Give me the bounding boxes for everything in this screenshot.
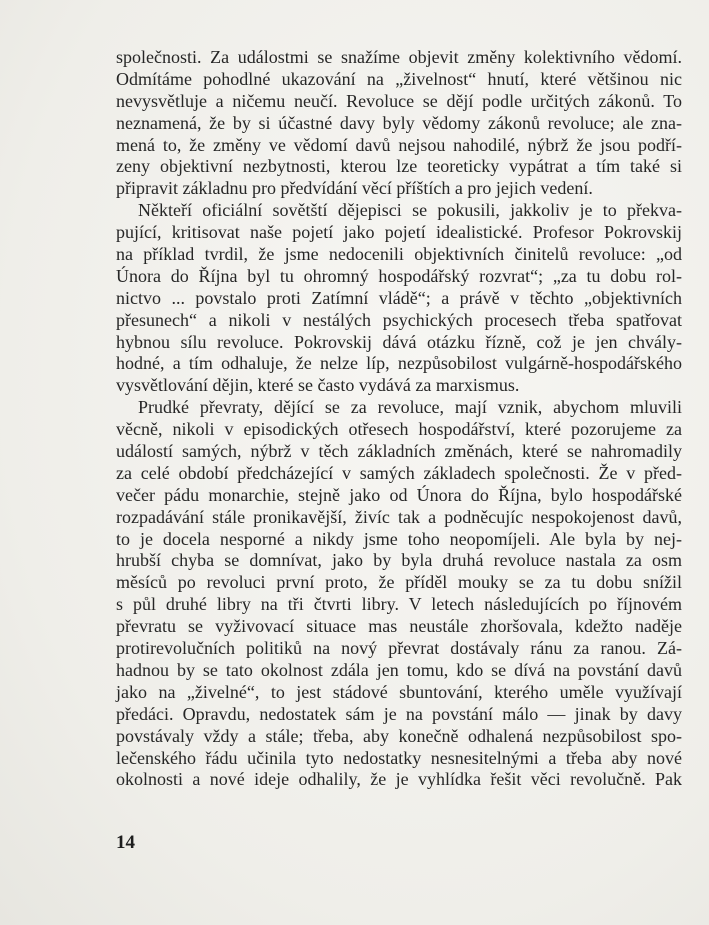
text-line: hrubší chyba se domnívat, jako by byla druhá revoluce nastala za osm: [116, 550, 682, 571]
text-line: věcně, nikoli v episodických otřesech hospodářství, které pozorujeme za: [116, 419, 682, 440]
text-line: to je docela nesporné a nikdy jsme toho neopomíjeli. Ale byla by nej-: [116, 528, 682, 549]
text-line: jako na „živelné“, to jest stádové sbuntování, kterého uměle využívají: [116, 681, 682, 702]
text-line: mená to, že změny ve vědomí davů nejsou nahodilé, nýbrž že jsou podří-: [116, 134, 682, 155]
text-line: večer pádu monarchie, stejně jako od Února do Října, bylo hospodářské: [116, 484, 682, 505]
text-line: lečenského řádu učinila tyto nedostatky nesnesitelnými a třeba aby nové: [116, 747, 682, 768]
text-line: společnosti. Za událostmi se snažíme objevit změny kolektivního vědomí.: [116, 47, 682, 67]
text-line: měsíců po revoluci první proto, že příděl mouky se za tu dobu snížil: [116, 572, 682, 593]
text-line: nevysvětluje a ničemu neučí. Revoluce se dějí podle určitých zákonů. To: [116, 90, 682, 111]
text-line: Někteří oficiální sovětští dějepisci se pokusili, jakkoliv je to překva-: [138, 200, 682, 221]
text-line: rozpadávání stále pronikavější, živíc tak a podněcujíc nespokojenost davů,: [116, 506, 682, 527]
paragraph: [116, 47, 682, 200]
text-line: předáci. Opravdu, nedostatek sám je na povstání málo — jinak by davy: [116, 703, 682, 724]
body-text: [116, 47, 682, 791]
text-line: okolnosti a nové ideje odhalily, že je vyhlídka řešit věci revolučně. Pak: [116, 769, 682, 790]
text-line: hybnou sílu revoluce. Pokrovskij dává otázku řízně, což je jen chvály-: [116, 331, 682, 352]
text-line: přesunech“ a nikoli v nestálých psychických procesech třeba spatřovat: [116, 309, 682, 330]
text-line: za celé období předcházející v samých základech společnosti. Že v před-: [116, 462, 682, 483]
paragraph: [116, 200, 682, 397]
text-line: na příklad tvrdil, že jsme nedocenili objektivních činitelů revoluce: „od: [116, 244, 682, 265]
text-line: hadnou by se tato okolnost zdála jen tomu, kdo se dívá na povstání davů: [116, 659, 682, 680]
paragraph: [116, 397, 682, 791]
text-line: pující, kritisovat naše pojetí jako pojetí idealistické. Profesor Pokrovskij: [116, 222, 682, 243]
text-line: Února do Října byl tu ohromný hospodářský rozvrat“; „za tu dobu rol-: [116, 265, 682, 286]
text-line: neznamená, že by si účastné davy byly vědomy zákonů revoluce; ale zna-: [116, 112, 682, 133]
text-line: protirevolučních politiků na nový převrat dostávaly ránu za ranou. Zá-: [116, 638, 682, 659]
text-line: připravit základnu pro předvídání věcí příštích a pro jejich vedení.: [116, 178, 593, 199]
text-line: vysvětlování dějin, které se často vydává za marxismus.: [116, 375, 520, 396]
text-line: převratu se vyživovací situace mas neustále zhoršovala, kdežto naděje: [116, 616, 682, 637]
text-line: Odmítáme pohodlné ukazování na „živelnost“ hnutí, které většinou nic: [116, 68, 682, 89]
text-line: událostí samých, nýbrž v těch základních změnách, které se nahromadily: [116, 441, 682, 462]
text-line: nictvo ... povstalo proti Zatímní vládě“; a právě v těchto „objektivních: [116, 287, 682, 308]
text-line: zeny objektivní nezbytnosti, kterou lze teoreticky vypátrat a tím také si: [116, 156, 682, 177]
text-line: povstávaly vždy a stále; třeba, aby konečně odhalená nezpůsobilost spo-: [116, 725, 682, 746]
page-number: 14: [116, 832, 135, 853]
text-line: Prudké převraty, dějící se za revoluce, mají vznik, abychom mluvili: [138, 397, 682, 418]
text-line: s půl druhé libry na tři čtvrti libry. V letech následujících po říjnovém: [116, 594, 682, 615]
text-line: hodné, a tím odhaluje, že nelze líp, nezpůsobilost vulgárně-hospodářského: [116, 353, 682, 374]
